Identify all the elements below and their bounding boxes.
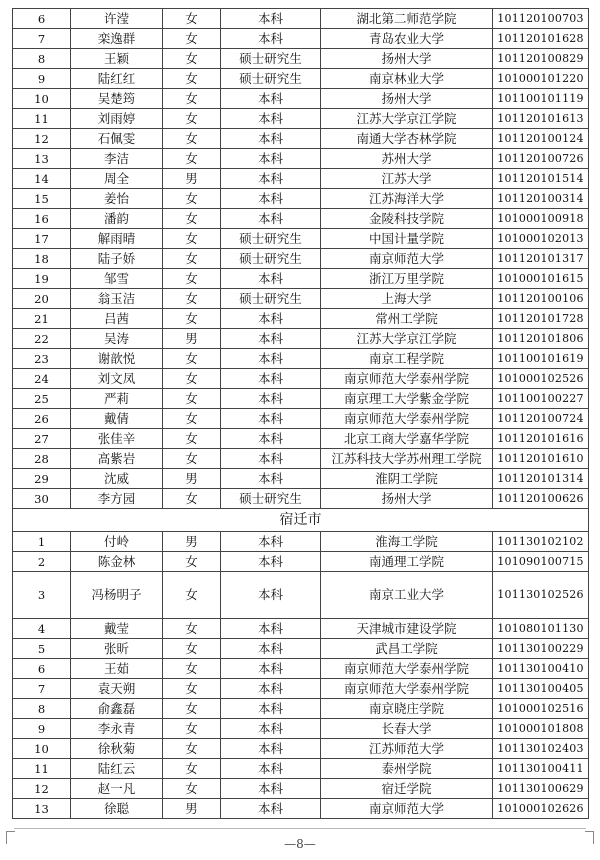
exam-id-cell: 101120101806	[493, 329, 589, 349]
education-cell: 本科	[221, 799, 321, 819]
school-cell: 泰州学院	[321, 759, 493, 779]
row-number: 8	[13, 699, 71, 719]
table-row	[13, 659, 589, 679]
name-cell: 石佩雯	[71, 129, 163, 149]
school-cell: 南通大学杏林学院	[321, 129, 493, 149]
gender-cell: 女	[163, 369, 221, 389]
gender-cell: 女	[163, 679, 221, 699]
roster-sheet	[12, 8, 588, 819]
name-cell: 刘文凤	[71, 369, 163, 389]
table-row	[13, 169, 589, 189]
name-cell: 王颖	[71, 49, 163, 69]
education-cell: 本科	[221, 759, 321, 779]
education-cell: 本科	[221, 449, 321, 469]
name-cell: 张佳辛	[71, 429, 163, 449]
gender-cell: 男	[163, 532, 221, 552]
gender-cell: 女	[163, 309, 221, 329]
name-cell: 李洁	[71, 149, 163, 169]
table-row	[13, 429, 589, 449]
name-cell: 袁天朔	[71, 679, 163, 699]
exam-id-cell: 101000101220	[493, 69, 589, 89]
row-number: 6	[13, 659, 71, 679]
school-cell: 长春大学	[321, 719, 493, 739]
education-cell: 本科	[221, 659, 321, 679]
exam-id-cell: 101130100629	[493, 779, 589, 799]
school-cell: 南京工程学院	[321, 349, 493, 369]
row-number: 21	[13, 309, 71, 329]
name-cell: 沈威	[71, 469, 163, 489]
name-cell: 栾逸群	[71, 29, 163, 49]
school-cell: 南京师范大学泰州学院	[321, 409, 493, 429]
education-cell: 本科	[221, 29, 321, 49]
name-cell: 潘韵	[71, 209, 163, 229]
exam-id-cell: 101130102403	[493, 739, 589, 759]
gender-cell: 女	[163, 289, 221, 309]
roster-table	[12, 8, 589, 819]
gender-cell: 女	[163, 619, 221, 639]
education-cell: 本科	[221, 719, 321, 739]
education-cell: 本科	[221, 679, 321, 699]
name-cell: 陈金林	[71, 552, 163, 572]
table-row	[13, 739, 589, 759]
table-row	[13, 489, 589, 509]
school-cell: 南京林业大学	[321, 69, 493, 89]
table-row	[13, 229, 589, 249]
exam-id-cell: 101100101119	[493, 89, 589, 109]
school-cell: 苏州大学	[321, 149, 493, 169]
school-cell: 淮海工学院	[321, 532, 493, 552]
exam-id-cell: 101000102526	[493, 369, 589, 389]
education-cell: 本科	[221, 309, 321, 329]
table-row	[13, 329, 589, 349]
row-number: 29	[13, 469, 71, 489]
education-cell: 本科	[221, 639, 321, 659]
gender-cell: 女	[163, 49, 221, 69]
table-row	[13, 552, 589, 572]
gender-cell: 女	[163, 552, 221, 572]
education-cell: 本科	[221, 429, 321, 449]
table-row	[13, 109, 589, 129]
gender-cell: 女	[163, 249, 221, 269]
row-number: 10	[13, 89, 71, 109]
table-row	[13, 289, 589, 309]
table-row	[13, 409, 589, 429]
gender-cell: 女	[163, 489, 221, 509]
table-row	[13, 149, 589, 169]
exam-id-cell: 101100100227	[493, 389, 589, 409]
name-cell: 谢歆悦	[71, 349, 163, 369]
gender-cell: 女	[163, 209, 221, 229]
education-cell: 本科	[221, 739, 321, 759]
gender-cell: 女	[163, 29, 221, 49]
exam-id-cell: 101120100314	[493, 189, 589, 209]
school-cell: 淮阴工学院	[321, 469, 493, 489]
gender-cell: 男	[163, 169, 221, 189]
name-cell: 俞鑫磊	[71, 699, 163, 719]
table-row	[13, 249, 589, 269]
exam-id-cell: 101100101619	[493, 349, 589, 369]
gender-cell: 女	[163, 349, 221, 369]
gender-cell: 女	[163, 739, 221, 759]
education-cell: 本科	[221, 329, 321, 349]
gender-cell: 女	[163, 572, 221, 619]
row-number: 12	[13, 129, 71, 149]
exam-id-cell: 101120101610	[493, 449, 589, 469]
education-cell: 本科	[221, 149, 321, 169]
exam-id-cell: 101130102102	[493, 532, 589, 552]
exam-id-cell: 101120101613	[493, 109, 589, 129]
exam-id-cell: 101120101628	[493, 29, 589, 49]
school-cell: 中国计量学院	[321, 229, 493, 249]
school-cell: 南京师范大学泰州学院	[321, 679, 493, 699]
school-cell: 常州工学院	[321, 309, 493, 329]
table-row	[13, 269, 589, 289]
row-number: 15	[13, 189, 71, 209]
row-number: 11	[13, 759, 71, 779]
table-row	[13, 49, 589, 69]
school-cell: 南京理工大学紫金学院	[321, 389, 493, 409]
table-row	[13, 89, 589, 109]
exam-id-cell: 101000102626	[493, 799, 589, 819]
exam-id-cell: 101000101615	[493, 269, 589, 289]
education-cell: 硕士研究生	[221, 249, 321, 269]
education-cell: 硕士研究生	[221, 69, 321, 89]
name-cell: 冯杨明子	[71, 572, 163, 619]
table-row	[13, 679, 589, 699]
education-cell: 本科	[221, 619, 321, 639]
name-cell: 戴莹	[71, 619, 163, 639]
section-header-row	[13, 509, 589, 532]
table-row	[13, 9, 589, 29]
education-cell: 本科	[221, 552, 321, 572]
gender-cell: 女	[163, 389, 221, 409]
education-cell: 本科	[221, 129, 321, 149]
footer-rule	[14, 828, 586, 829]
row-number: 11	[13, 109, 71, 129]
name-cell: 赵一凡	[71, 779, 163, 799]
name-cell: 吕茜	[71, 309, 163, 329]
table-row	[13, 779, 589, 799]
exam-id-cell: 101120101728	[493, 309, 589, 329]
gender-cell: 男	[163, 329, 221, 349]
exam-id-cell: 101120100724	[493, 409, 589, 429]
exam-id-cell: 101000100918	[493, 209, 589, 229]
table-row	[13, 619, 589, 639]
row-number: 26	[13, 409, 71, 429]
education-cell: 本科	[221, 699, 321, 719]
school-cell: 南京师范大学	[321, 249, 493, 269]
row-number: 13	[13, 149, 71, 169]
gender-cell: 女	[163, 659, 221, 679]
name-cell: 王茹	[71, 659, 163, 679]
name-cell: 徐秋菊	[71, 739, 163, 759]
education-cell: 硕士研究生	[221, 229, 321, 249]
school-cell: 扬州大学	[321, 89, 493, 109]
table-row	[13, 389, 589, 409]
row-number: 9	[13, 719, 71, 739]
school-cell: 江苏海洋大学	[321, 189, 493, 209]
school-cell: 江苏大学	[321, 169, 493, 189]
gender-cell: 男	[163, 469, 221, 489]
gender-cell: 女	[163, 109, 221, 129]
education-cell: 本科	[221, 9, 321, 29]
row-number: 28	[13, 449, 71, 469]
education-cell: 本科	[221, 389, 321, 409]
table-row	[13, 449, 589, 469]
exam-id-cell: 101120101317	[493, 249, 589, 269]
exam-id-cell: 101090100715	[493, 552, 589, 572]
school-cell: 南京工业大学	[321, 572, 493, 619]
table-row	[13, 309, 589, 329]
gender-cell: 女	[163, 269, 221, 289]
name-cell: 吴楚筠	[71, 89, 163, 109]
table-row	[13, 532, 589, 552]
school-cell: 湖北第二师范学院	[321, 9, 493, 29]
exam-id-cell: 101120100626	[493, 489, 589, 509]
school-cell: 江苏师范大学	[321, 739, 493, 759]
row-number: 6	[13, 9, 71, 29]
roster-table-body	[13, 9, 589, 819]
table-row	[13, 129, 589, 149]
exam-id-cell: 101130100229	[493, 639, 589, 659]
row-number: 27	[13, 429, 71, 449]
row-number: 19	[13, 269, 71, 289]
name-cell: 陆红云	[71, 759, 163, 779]
gender-cell: 女	[163, 639, 221, 659]
name-cell: 解雨晴	[71, 229, 163, 249]
row-number: 2	[13, 552, 71, 572]
education-cell: 本科	[221, 349, 321, 369]
name-cell: 高紫岩	[71, 449, 163, 469]
name-cell: 李永青	[71, 719, 163, 739]
row-number: 24	[13, 369, 71, 389]
table-row	[13, 759, 589, 779]
exam-id-cell: 101120101314	[493, 469, 589, 489]
exam-id-cell: 101120100726	[493, 149, 589, 169]
education-cell: 硕士研究生	[221, 489, 321, 509]
name-cell: 戴倩	[71, 409, 163, 429]
education-cell: 本科	[221, 189, 321, 209]
table-row	[13, 349, 589, 369]
exam-id-cell: 101120101616	[493, 429, 589, 449]
table-row	[13, 189, 589, 209]
gender-cell: 女	[163, 449, 221, 469]
education-cell: 硕士研究生	[221, 289, 321, 309]
exam-id-cell: 101120100829	[493, 49, 589, 69]
school-cell: 宿迁学院	[321, 779, 493, 799]
row-number: 4	[13, 619, 71, 639]
education-cell: 本科	[221, 109, 321, 129]
school-cell: 浙江万里学院	[321, 269, 493, 289]
school-cell: 上海大学	[321, 289, 493, 309]
name-cell: 邹雪	[71, 269, 163, 289]
table-row	[13, 209, 589, 229]
education-cell: 本科	[221, 169, 321, 189]
school-cell: 扬州大学	[321, 49, 493, 69]
row-number: 14	[13, 169, 71, 189]
name-cell: 吴涛	[71, 329, 163, 349]
table-row	[13, 799, 589, 819]
row-number: 16	[13, 209, 71, 229]
table-row	[13, 29, 589, 49]
exam-id-cell: 101120101514	[493, 169, 589, 189]
exam-id-cell: 101120100703	[493, 9, 589, 29]
table-row	[13, 369, 589, 389]
row-number: 7	[13, 29, 71, 49]
name-cell: 徐聪	[71, 799, 163, 819]
school-cell: 南京晓庄学院	[321, 699, 493, 719]
exam-id-cell: 101000102013	[493, 229, 589, 249]
row-number: 18	[13, 249, 71, 269]
gender-cell: 女	[163, 229, 221, 249]
exam-id-cell: 101130100410	[493, 659, 589, 679]
school-cell: 南京师范大学泰州学院	[321, 659, 493, 679]
name-cell: 周全	[71, 169, 163, 189]
education-cell: 本科	[221, 532, 321, 552]
name-cell: 许滢	[71, 9, 163, 29]
row-number: 30	[13, 489, 71, 509]
row-number: 25	[13, 389, 71, 409]
table-row	[13, 719, 589, 739]
school-cell: 江苏大学京江学院	[321, 329, 493, 349]
school-cell: 天津城市建设学院	[321, 619, 493, 639]
exam-id-cell: 101120100124	[493, 129, 589, 149]
row-number: 12	[13, 779, 71, 799]
school-cell: 扬州大学	[321, 489, 493, 509]
gender-cell: 女	[163, 189, 221, 209]
name-cell: 刘雨婷	[71, 109, 163, 129]
row-number: 7	[13, 679, 71, 699]
table-row	[13, 572, 589, 619]
education-cell: 本科	[221, 779, 321, 799]
table-row	[13, 469, 589, 489]
education-cell: 本科	[221, 469, 321, 489]
exam-id-cell: 101130100411	[493, 759, 589, 779]
gender-cell: 女	[163, 719, 221, 739]
school-cell: 南通理工学院	[321, 552, 493, 572]
name-cell: 陆子娇	[71, 249, 163, 269]
section-title: 宿迁市	[13, 509, 589, 532]
exam-id-cell: 101130100405	[493, 679, 589, 699]
school-cell: 北京工商大学嘉华学院	[321, 429, 493, 449]
gender-cell: 女	[163, 9, 221, 29]
education-cell: 本科	[221, 369, 321, 389]
row-number: 23	[13, 349, 71, 369]
gender-cell: 女	[163, 429, 221, 449]
name-cell: 陆红红	[71, 69, 163, 89]
page-footer	[0, 826, 600, 860]
exam-id-cell: 101130102526	[493, 572, 589, 619]
name-cell: 李方园	[71, 489, 163, 509]
name-cell: 严莉	[71, 389, 163, 409]
school-cell: 南京师范大学泰州学院	[321, 369, 493, 389]
exam-id-cell: 101120100106	[493, 289, 589, 309]
row-number: 1	[13, 532, 71, 552]
row-number: 20	[13, 289, 71, 309]
row-number: 9	[13, 69, 71, 89]
gender-cell: 女	[163, 89, 221, 109]
exam-id-cell: 101000102516	[493, 699, 589, 719]
school-cell: 江苏科技大学苏州理工学院	[321, 449, 493, 469]
school-cell: 金陵科技学院	[321, 209, 493, 229]
exam-id-cell: 101080101130	[493, 619, 589, 639]
table-row	[13, 639, 589, 659]
row-number: 8	[13, 49, 71, 69]
education-cell: 本科	[221, 209, 321, 229]
table-row	[13, 69, 589, 89]
row-number: 13	[13, 799, 71, 819]
name-cell: 付岭	[71, 532, 163, 552]
name-cell: 张昕	[71, 639, 163, 659]
school-cell: 青岛农业大学	[321, 29, 493, 49]
gender-cell: 女	[163, 779, 221, 799]
school-cell: 南京师范大学	[321, 799, 493, 819]
gender-cell: 女	[163, 699, 221, 719]
gender-cell: 男	[163, 799, 221, 819]
row-number: 10	[13, 739, 71, 759]
gender-cell: 女	[163, 149, 221, 169]
gender-cell: 女	[163, 69, 221, 89]
gender-cell: 女	[163, 409, 221, 429]
gender-cell: 女	[163, 759, 221, 779]
school-cell: 武昌工学院	[321, 639, 493, 659]
education-cell: 硕士研究生	[221, 49, 321, 69]
school-cell: 江苏大学京江学院	[321, 109, 493, 129]
education-cell: 本科	[221, 409, 321, 429]
page-number: —8—	[284, 837, 316, 851]
exam-id-cell: 101000101808	[493, 719, 589, 739]
row-number: 22	[13, 329, 71, 349]
education-cell: 本科	[221, 269, 321, 289]
education-cell: 本科	[221, 89, 321, 109]
name-cell: 姜怡	[71, 189, 163, 209]
education-cell: 本科	[221, 572, 321, 619]
row-number: 17	[13, 229, 71, 249]
table-row	[13, 699, 589, 719]
row-number: 3	[13, 572, 71, 619]
gender-cell: 女	[163, 129, 221, 149]
name-cell: 翁玉洁	[71, 289, 163, 309]
row-number: 5	[13, 639, 71, 659]
